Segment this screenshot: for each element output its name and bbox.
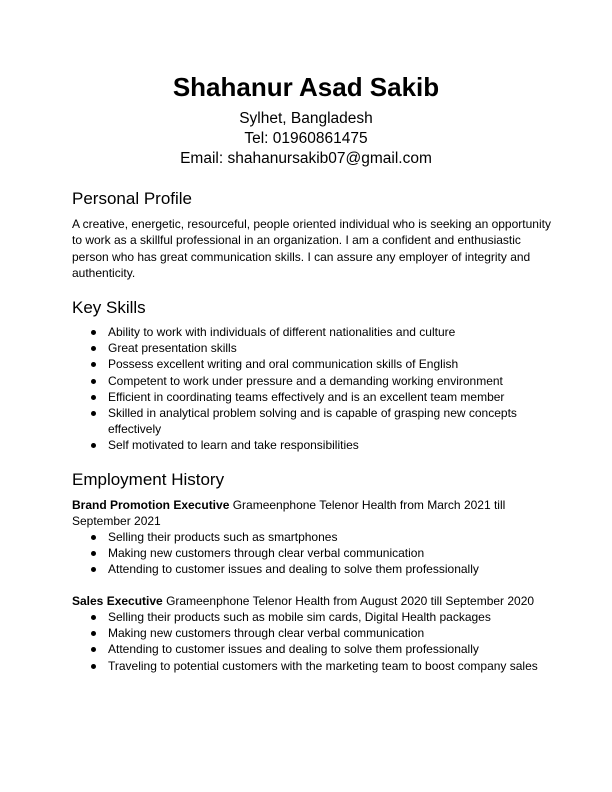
job-1-header	[72, 497, 542, 529]
resume-header	[0, 70, 612, 169]
personal-profile-text: A creative, energetic, resourceful, people oriented individual who is seeking an opportunity to work as a skillful professional in an organization. I am a confident and enthusiastic person who has great communication skills. I can assure any employer of integrity and authenticity.	[72, 217, 551, 280]
duty-item: Attending to customer issues and dealing to solve them professionally	[72, 561, 552, 577]
skill-item: Efficient in coordinating teams effectively and is an excellent team member	[72, 389, 552, 405]
skill-item: Self motivated to learn and take responsibilities	[72, 437, 552, 453]
job-1-details: Grameenphone Telenor Health from March 2021 till September 2021	[72, 498, 506, 529]
skill-item: Skilled in analytical problem solving and is capable of grasping new concepts effectively	[72, 405, 552, 437]
job-2-details: Grameenphone Telenor Health from August 2020 till September 2020	[162, 594, 535, 608]
personal-profile-heading: Personal Profile	[72, 189, 193, 208]
candidate-name: Shahanur Asad Sakib	[172, 72, 440, 102]
job-2-title: Sales Executive	[72, 594, 163, 608]
duty-item: Making new customers through clear verbal communication	[72, 625, 552, 641]
employment-history-heading: Employment History	[72, 470, 225, 489]
location: Sylhet, Bangladesh	[239, 110, 373, 127]
skill-item: Competent to work under pressure and a demanding working environment	[72, 373, 552, 389]
duty-item: Selling their products such as smartphones	[72, 529, 552, 545]
duty-item: Selling their products such as mobile sim cards, Digital Health packages	[72, 609, 552, 625]
phone: Tel: 01960861475	[244, 130, 368, 147]
skill-item: Great presentation skills	[72, 340, 552, 356]
job-2-duties	[72, 609, 552, 674]
duty-item: Attending to customer issues and dealing to solve them professionally	[72, 641, 552, 657]
skill-item: Ability to work with individuals of different nationalities and culture	[72, 324, 552, 340]
job-2-header	[72, 593, 552, 609]
job-1-duties	[72, 529, 552, 578]
key-skills-list	[72, 324, 552, 454]
skill-item: Possess excellent writing and oral communication skills of English	[72, 356, 552, 372]
duty-item: Making new customers through clear verbal communication	[72, 545, 552, 561]
job-1-title: Brand Promotion Executive	[72, 498, 230, 512]
key-skills-heading: Key Skills	[72, 298, 146, 317]
email: Email: shahanursakib07@gmail.com	[180, 150, 432, 167]
duty-item: Traveling to potential customers with the marketing team to boost company sales	[72, 658, 552, 674]
